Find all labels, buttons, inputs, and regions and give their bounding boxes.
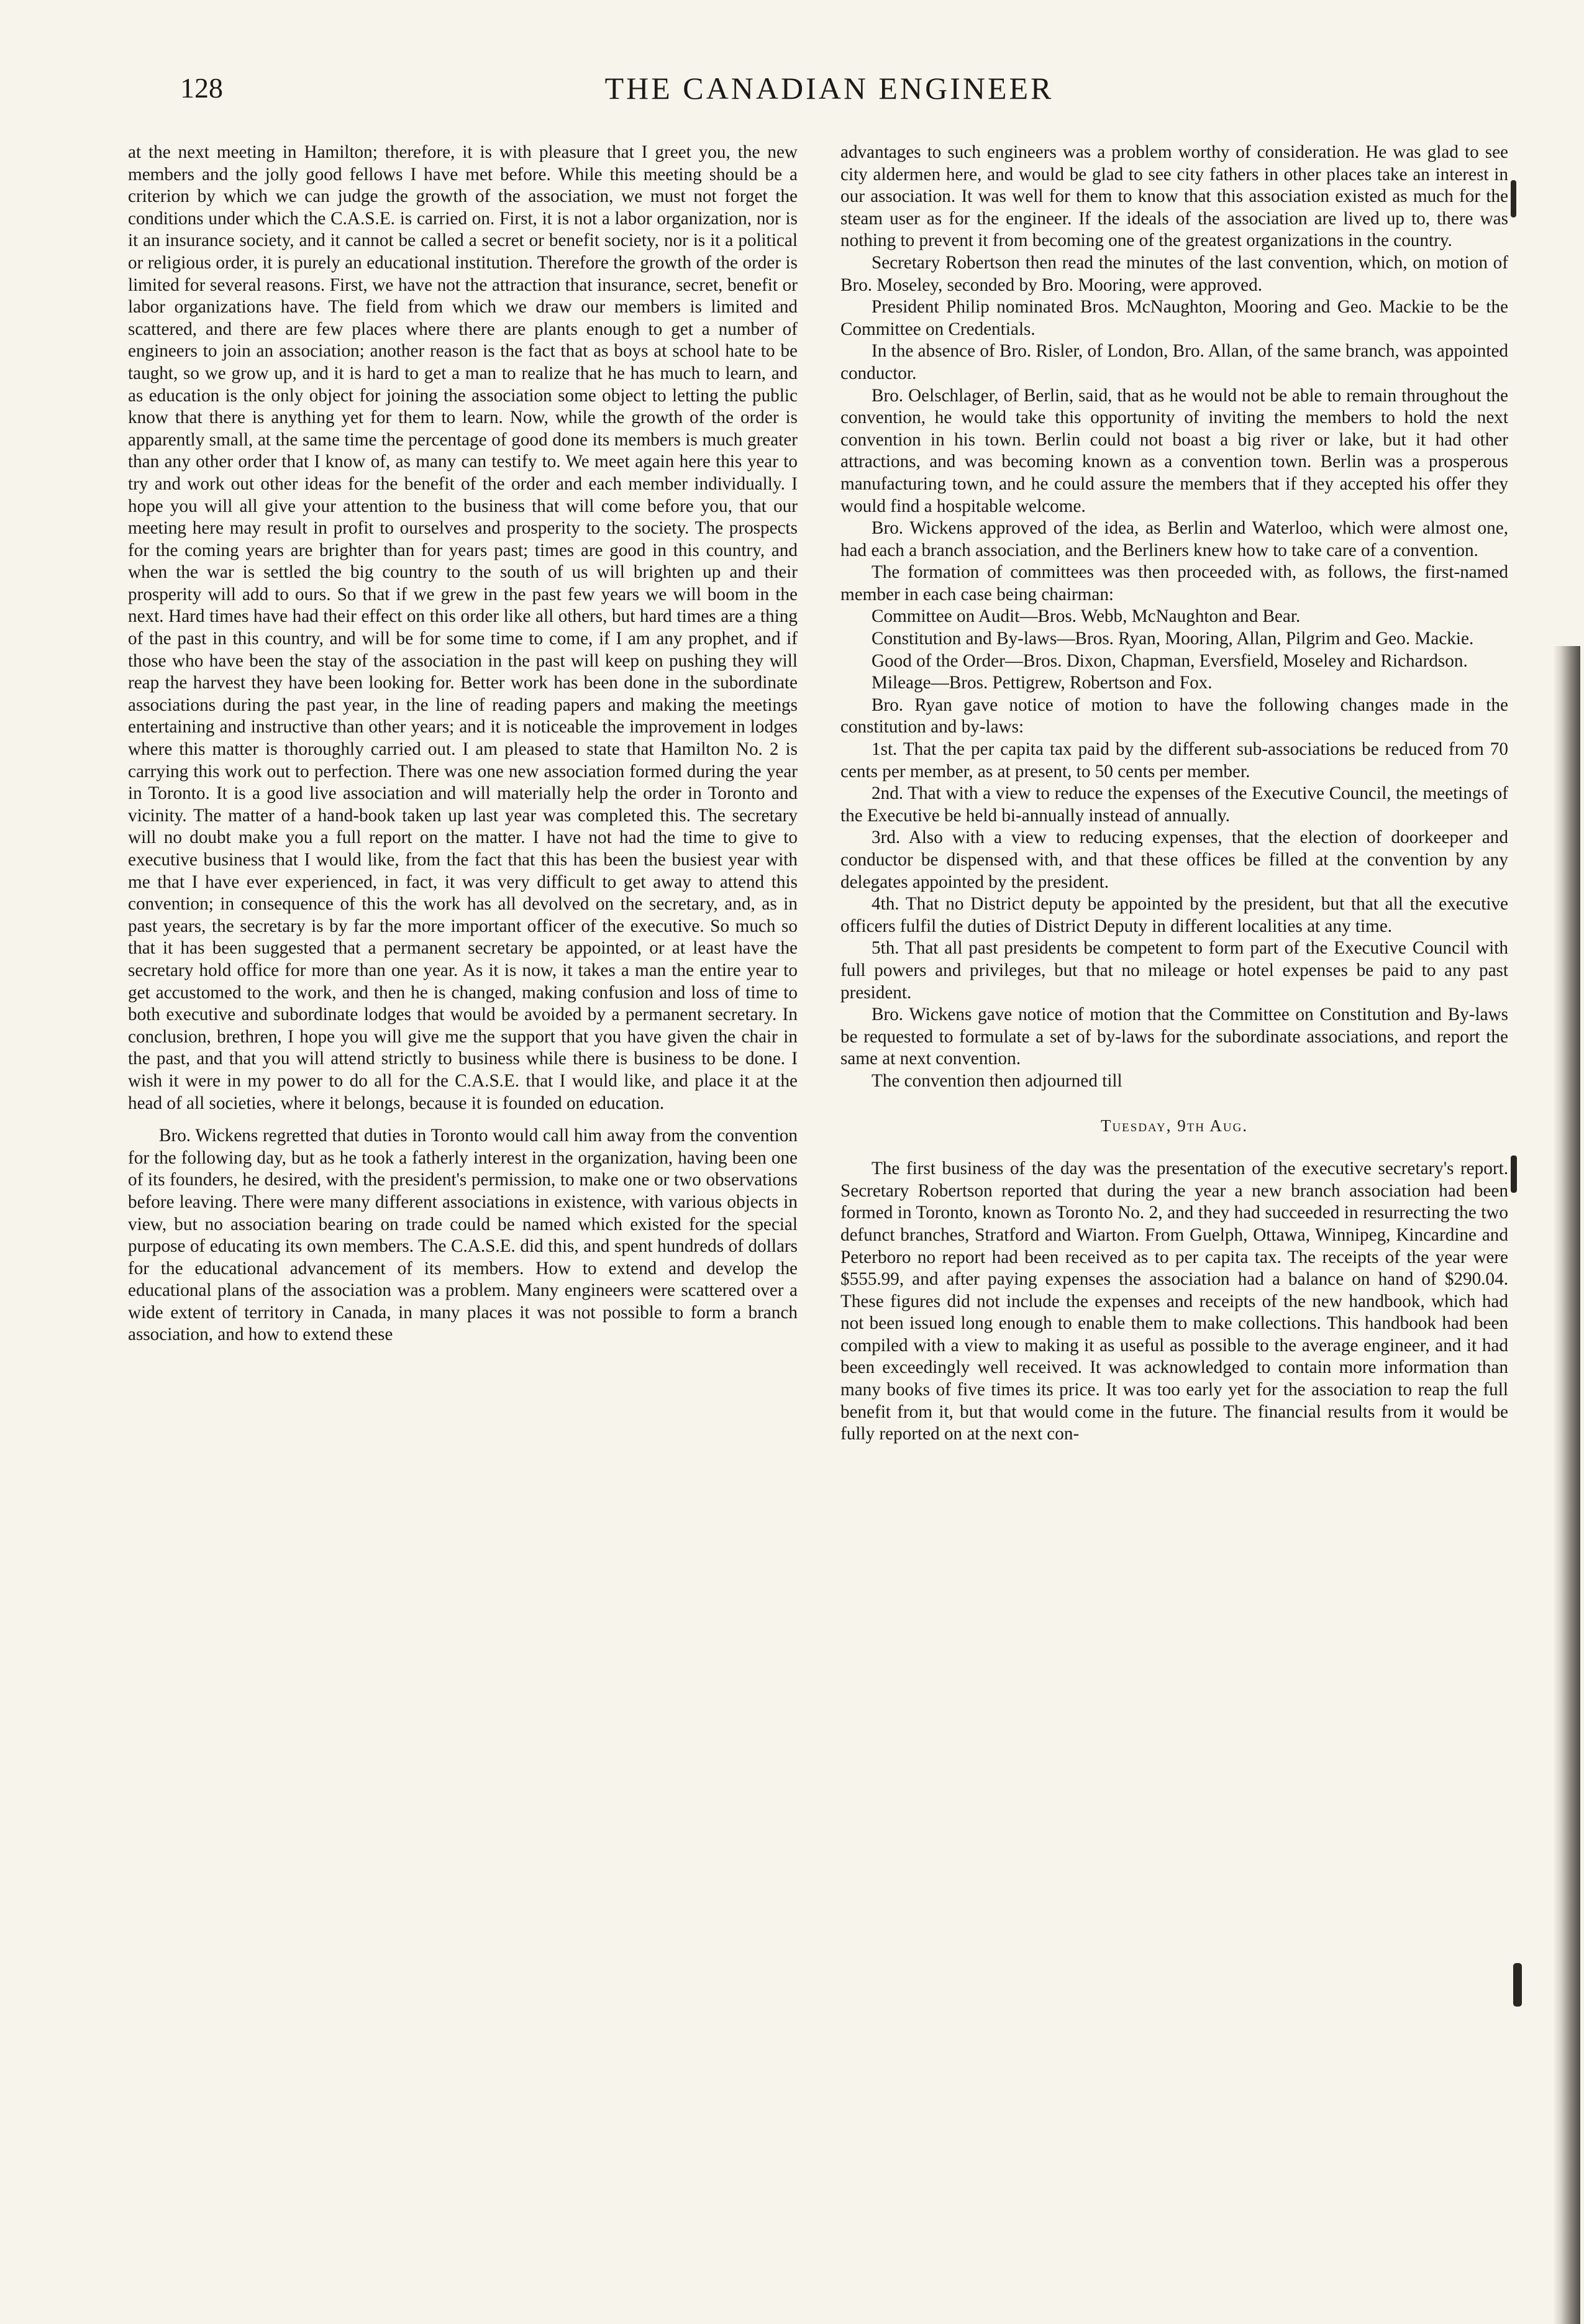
right-paragraph-1: advantages to such engineers was a problem worthy of consideration. He was glad to see city aldermen here, and would be glad to see city fathers in other places take an interest in our association. It was well for them to know that this association existed as much for the steam user as for the engineer. If the ideals of the association are lived up to, there was nothing to prevent it from becoming one of the greatest organizations in the country. bbox=[840, 142, 1508, 251]
left-paragraph-2: Bro. Wickens regretted that duties in Toronto would call him away from the convention for the following day, but as he took a fatherly interest in the organization, having been one of its founders, he desired, with the president's permission, to make one or two observations before leaving. There were many different associations in existence, with various objects in view, but no association bearing on trade could be named which existed for the special purpose of educating its own members. The C.A.S.E. did this, and spent hundreds of dollars for the educational advancement of its members. How to extend and develop the educational plans of the association was a problem. Many engineers were scattered over a wide extent of territory in Canada, in many places it was not possible to form a branch association, and how to extend these bbox=[128, 1126, 798, 1345]
committee-audit: Committee on Audit—Bros. Webb, McNaughton and Bear. bbox=[872, 606, 1301, 627]
committee-mileage: Mileage—Bros. Pettigrew, Robertson and Fox. bbox=[872, 673, 1213, 693]
running-title: THE CANADIAN ENGINEER bbox=[604, 71, 1054, 106]
left-column bbox=[128, 142, 798, 1346]
right-paragraph-6: Bro. Wickens approved of the idea, as Berlin and Waterloo, which were almost one, had each a branch association, and the Berliners knew how to take care of a convention. bbox=[840, 518, 1508, 560]
right-paragraph-5: Bro. Oelschlager, of Berlin, said, that as he would not be able to remain throughout the convention, he would take this opportunity of inviting the members to hold the next convention in his town. Berlin could not boast a big river or lake, but it had other attractions, and was becoming known as a convention town. Berlin was a prosperous manufacturing town, and he could assure the members that if they accepted his offer they would find a hospitable welcome. bbox=[840, 385, 1508, 516]
right-paragraph-3: President Philip nominated Bros. McNaughton, Mooring and Geo. Mackie to be the Committee on Credentials. bbox=[840, 297, 1508, 339]
margin-mark-1 bbox=[1511, 180, 1516, 217]
motion-item-1: 1st. That the per capita tax paid by the different sub-associations be reduced from 70 cents per member, as at present, to 50 cents per member. bbox=[840, 739, 1508, 782]
binding-edge-shadow bbox=[1553, 646, 1580, 2324]
right-paragraph-adjourned: The convention then adjourned till bbox=[872, 1070, 1122, 1091]
page-number: 128 bbox=[180, 72, 223, 104]
right-column bbox=[840, 142, 1508, 1446]
right-paragraph-4: In the absence of Bro. Risler, of London, Bro. Allan, of the same branch, was appointed conductor. bbox=[840, 341, 1508, 383]
committee-constitution: Constitution and By-laws—Bros. Ryan, Mooring, Allan, Pilgrim and Geo. Mackie. bbox=[872, 629, 1474, 649]
motion-item-5: 5th. That all past presidents be competent to form part of the Executive Council with full powers and privileges, but that no mileage or hotel expenses be paid to any past president. bbox=[840, 938, 1508, 1003]
right-paragraph-report: The first business of the day was the presentation of the executive secretary's report. Secretary Robertson reported that during the year a new branch association had been formed in Toronto, known as Toronto No. 2, and they had succeeded in resurrecting the two defunct branches, Stratford and Wiarton. From Guelph, Ottawa, Winnipeg, Kincardine and Peterboro no report had been received as to per capita tax. The receipts of the year were $555.99, and after paying expenses the association had a balance on hand of $290.04. These figures did not include the expenses and receipts of the new handbook, which had not been issued long enough to enable them to make collections. This handbook had been compiled with a view to making it as useful as possible to the average engineer, and it had been exceedingly well received. It was acknowledged to contain more information than many books of five times its price. It was too early yet for the association to reap the full benefit from it, but that would come in the future. The financial results from it would be fully reported on at the next con- bbox=[840, 1159, 1508, 1444]
committee-good-of-order: Good of the Order—Bros. Dixon, Chapman, Eversfield, Moseley and Richardson. bbox=[872, 650, 1468, 671]
right-paragraph-7: The formation of committees was then proceeded with, as follows, the first-named member in each case being chairman: bbox=[840, 562, 1508, 604]
motion-item-4: 4th. That no District deputy be appointed by the president, but that all the executive officers fulfil the duties of District Deputy in different localities at any time. bbox=[840, 894, 1508, 936]
motion-item-3: 3rd. Also with a view to reducing expenses, that the election of doorkeeper and conductor be dispensed with, and that these offices be filled at the convention by any delegates appointed by the president. bbox=[840, 827, 1508, 892]
page-header bbox=[180, 70, 1478, 119]
left-paragraph-1: at the next meeting in Hamilton; therefore, it is with pleasure that I greet you, the new members and the jolly good fellows I have met before. While this meeting should be a criterion by which we can judge the growth of the association, we must not forget the conditions under which the C.A.S.E. is carried on. First, it is not a labor organization, nor is it an insurance society, and it cannot be called a secret or benefit society, nor is it a political or religious order, it is purely an educational institution. Therefore the growth of the order is limited for several reasons. First, we have not the attraction that insurance, secret, benefit or labor organizations have. The field from which we draw our members is limited and scattered, and there are few places where there are plants enough to get a number of engineers to join an association; another reason is the fact that as boys at school hate to be taught, so we grow up, and it is hard to get a man to realize that he has much to learn, and as education is the only object for joining the association some object to letting the public know that there is anything yet for them to learn. Now, while the growth of the order is apparently small, at the same time the percentage of good done its members is much greater than any other order that I know of, as many can testify to. We meet again here this year to try and work out other ideas for the benefit of the order and each member individually. I hope you will all give your attention to the business that will come before you, that our meeting here may result in profit to ourselves and prosperity to the society. The prospects for the coming years are brighter than for years past; times are good in this country, and when the war is settled the big country to the south of us will brighten up and their prosperity will add to ours. So that if we grew in the past few years we will boom in the next. Hard times have had their effect on this order like all others, but hard times are a thing of the past in this country, and will be for some time to come, if I am any prophet, and if those who have been the stay of the association in the past will keep on pushing they will reap the harvest they have been looking for. Better work has been done in the subordinate associations during the past year, in the line of reading papers and making the meetings entertaining and instructive than other years; and it is noticeable the improvement in lodges where this matter is thoroughly carried out. I am pleased to state that Hamilton No. 2 is carrying this work out to perfection. There was one new association formed during the year in Toronto. It is a good live association and will materially help the order in Toronto and vicinity. The matter of a hand-book taken up last year was completed this. The secretary will no doubt make you a full report on the matter. I have not had the time to give to executive business that I would like, from the fact that this has been the busiest year with me that I have ever experienced, in fact, it was very difficult to get away to attend this convention; in consequence of this the work has all devolved on the secretary, and, as in past years, the secretary is by far the more important officer of the executive. So much so that it has been suggested that a permanent secretary be appointed, or at least have the secretary hold office for more than one year. As it is now, it takes a man the entire year to get accustomed to the work, and then he is changed, making confusion and loss of time to both executive and subordinate lodges that would be avoided by a permanent secretary. In conclusion, brethren, I hope you will give me the support that you have given the chair in the past, and that you will attend strictly to business while there is business to be done. I wish it were in my power to do all for the C.A.S.E. that I would like, and place it at the head of all societies, where it belongs, because it is founded on education. bbox=[128, 142, 798, 1113]
margin-mark-2 bbox=[1511, 1155, 1517, 1193]
margin-mark-3 bbox=[1513, 1963, 1522, 2007]
motion-item-2: 2nd. That with a view to reduce the expenses of the Executive Council, the meetings of the Executive be held bi-annually instead of annually. bbox=[840, 783, 1508, 826]
right-paragraph-wickens-motion: Bro. Wickens gave notice of motion that the Committee on Constitution and By-laws be requested to formulate a set of by-laws for the subordinate associations, and report the same at next convention. bbox=[840, 1005, 1508, 1069]
section-subheading: Tuesday, 9th Aug. bbox=[1100, 1116, 1249, 1135]
right-paragraph-motion: Bro. Ryan gave notice of motion to have the following changes made in the constitution and by-laws: bbox=[840, 695, 1508, 737]
right-paragraph-2: Secretary Robertson then read the minutes of the last convention, which, on motion of Bro. Moseley, seconded by Bro. Mooring, were approved. bbox=[840, 252, 1508, 295]
